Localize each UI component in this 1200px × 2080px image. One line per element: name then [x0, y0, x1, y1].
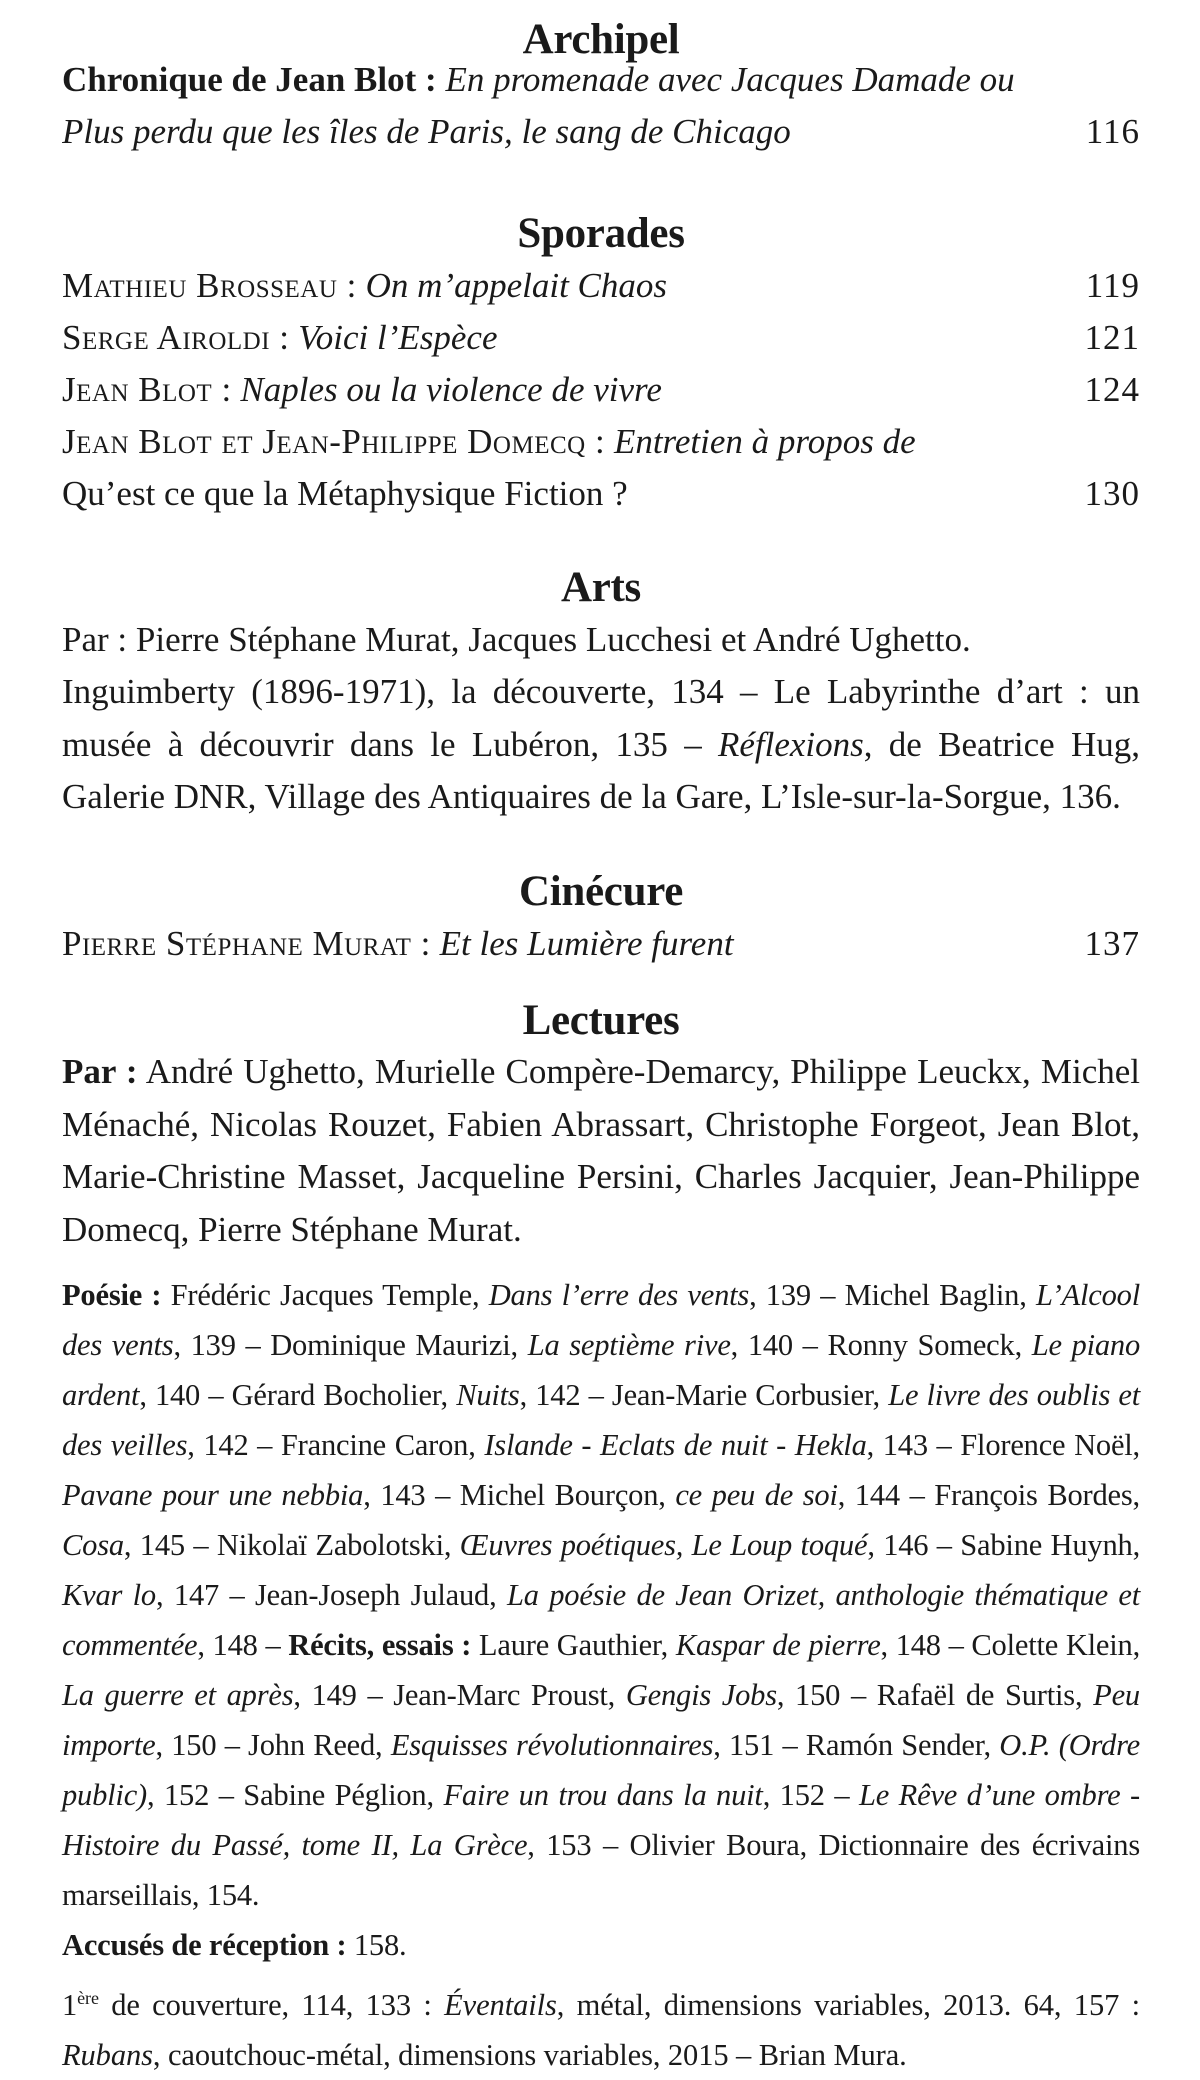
review-text: , 151 – Ramón Sender, [713, 1728, 1000, 1762]
review-text: , 142 – Jean-Marie Corbusier, [519, 1378, 889, 1412]
credits-text: de couverture, 114, 133 : [98, 1988, 445, 2022]
review-title: La guerre et après [62, 1678, 294, 1712]
review-title: Esquisses révolutionnaires [390, 1728, 714, 1762]
review-text: Laure Gauthier, [471, 1628, 676, 1662]
lectures-contributors [62, 1046, 1140, 1256]
par-label: Par : [62, 1052, 138, 1091]
sporades-entry [62, 260, 1140, 312]
review-text: , 152 – [762, 1778, 860, 1812]
credits-title: Rubans [62, 2038, 153, 2072]
review-title: Le livre des oublis et des veilles [62, 1378, 1140, 1462]
section-heading-sporades: Sporades [517, 210, 685, 257]
review-text: , 148 – Colette Klein, [880, 1628, 1141, 1662]
entry-author: Serge Airoldi : [62, 318, 290, 357]
review-title: O.P. (Ordre public) [62, 1728, 1140, 1812]
lectures-contributor-names: André Ughetto, Murielle Compère-Demarcy, Philippe Leuckx, Michel Ménaché, Nicolas Rouzet, Fabien Abrassart, Christophe Forgeot, Jean Blot, Marie-Christine Masset, Jacqueline Persini, Charles Jacquier, Jean-Philippe Domecq, Pierre Stéphane Murat. [62, 1052, 1140, 1249]
review-text: , 152 – Sabine Péglion, [147, 1778, 444, 1812]
review-title: Kaspar de pierre [675, 1628, 881, 1662]
review-text: , 147 – Jean-Joseph Julaud, [156, 1578, 507, 1612]
review-title: Le Rêve d’une ombre - Histoire du Passé, tome II, La Grèce [62, 1778, 1140, 1862]
review-text: , 148 – [197, 1628, 289, 1662]
review-text: , 149 – Jean-Marc Proust, [293, 1678, 626, 1712]
review-title: La septième rive [527, 1328, 731, 1362]
lectures-review-list [62, 1270, 1140, 1970]
review-text: Frédéric Jacques Temple, [161, 1278, 489, 1312]
review-text: , 139 – Dominique Maurizi, [173, 1328, 528, 1362]
arts-title: Réflexions [717, 724, 864, 764]
recits-label: Récits, essais : [288, 1628, 472, 1662]
entry-page: 130 [1084, 474, 1140, 513]
entry-page: 119 [1085, 266, 1140, 305]
arts-contents [62, 666, 1140, 824]
review-text: , 145 – Nikolaï Zabolotski, [123, 1528, 460, 1562]
sporades-entretien-line-2 [62, 468, 1140, 520]
entry-author: Mathieu Brosseau : [62, 266, 357, 305]
review-text: , 150 – John Reed, [155, 1728, 391, 1762]
review-text: , 144 – François Bordes, [837, 1478, 1140, 1512]
accuses-page: 158. [346, 1928, 407, 1962]
entry-title: Et les Lumière furent [439, 924, 734, 963]
review-title: Œuvres poétiques, Le Loup toqué [459, 1528, 868, 1562]
entry-page: 121 [1084, 318, 1140, 357]
review-title: Cosa [62, 1528, 124, 1562]
review-title: Pavane pour une nebbia [62, 1478, 364, 1512]
review-text: , 139 – Michel Baglin, [749, 1278, 1036, 1312]
entry-author: Jean Blot et Jean-Philippe Domecq : [62, 422, 606, 461]
arts-text: Inguimberty (1896-1971), la découverte, 134 – Le Labyrinthe d’art : un musée à découvrir dans le Lubéron, 135 – [62, 672, 1140, 764]
section-heading-archipel: Archipel [522, 16, 680, 63]
review-text: , 153 – Olivier Boura, Dictionnaire des écrivains marseillais, 154. [62, 1828, 1141, 1912]
archipel-title: En promenade avec Jacques Damade ou [445, 60, 1015, 99]
entry-page: 137 [1084, 924, 1140, 963]
review-text: , 143 – Florence Noël, [866, 1428, 1140, 1462]
entry-title-cont: Qu’est ce que la Métaphysique Fiction ? [62, 474, 628, 513]
accuses-label: Accusés de réception : [62, 1928, 347, 1962]
entry-title: Voici l’Espèce [298, 318, 498, 357]
entry-author: Pierre Stéphane Murat : [62, 924, 431, 963]
sporades-entry [62, 364, 1140, 416]
review-text: , 143 – Michel Bourçon, [363, 1478, 676, 1512]
review-title: ce peu de soi [675, 1478, 838, 1512]
entry-author: Jean Blot : [62, 370, 232, 409]
entry-title: Entretien à propos de [613, 422, 916, 461]
section-heading-arts: Arts [561, 564, 641, 611]
review-title: Peu importe [62, 1678, 1140, 1762]
archipel-entry-line-2 [62, 106, 1140, 158]
credits-text: , métal, dimensions variables, 2013. 64, 157 : [556, 1988, 1140, 2022]
review-title: Kvar lo [62, 1578, 156, 1612]
review-text: , 142 – Francine Caron, [187, 1428, 485, 1462]
credits-superscript: ère [77, 1987, 99, 2008]
sporades-list [62, 260, 1140, 520]
review-title: La poésie de Jean Orizet, anthologie thématique et commentée [62, 1578, 1140, 1662]
sporades-entretien-line-1 [62, 416, 1140, 468]
review-title: Gengis Jobs [625, 1678, 777, 1712]
section-heading-lectures: Lectures [522, 997, 680, 1044]
entry-title: Naples ou la violence de vivre [240, 370, 662, 409]
sporades-entry [62, 312, 1140, 364]
cover-credits [62, 1980, 1140, 2080]
credits-text: , caoutchouc-métal, dimensions variables, 2015 – Brian Mura. [152, 2038, 907, 2072]
section-heading-cinecure: Cinécure [519, 868, 683, 915]
credits-number: 1 [62, 1988, 78, 2022]
poesie-label: Poésie : [62, 1278, 162, 1312]
entry-title: On m’appelait Chaos [365, 266, 668, 305]
arts-text: , de Beatrice Hug, Galerie DNR, Village des Antiquaires de la Gare, L’Isle-sur-la-Sorgue, 136. [62, 724, 1140, 816]
review-text: , 140 – Ronny Someck, [730, 1328, 1032, 1362]
review-text: , 146 – Sabine Huynh, [867, 1528, 1140, 1562]
review-title: Faire un trou dans la nuit [443, 1778, 763, 1812]
review-title: Nuits [456, 1378, 520, 1412]
archipel-title-cont: Plus perdu que les îles de Paris, le sang de Chicago [62, 112, 791, 151]
archipel-entry-line-1 [62, 54, 1140, 106]
cinecure-entry [62, 918, 1140, 970]
archipel-author: Chronique de Jean Blot : [62, 60, 437, 99]
archipel-page: 116 [1085, 112, 1140, 151]
review-title: Le piano ardent [62, 1328, 1141, 1412]
entry-page: 124 [1084, 370, 1140, 409]
arts-contributors: Par : Pierre Stéphane Murat, Jacques Lucchesi et André Ughetto. [62, 620, 971, 659]
review-text: , 150 – Rafaël de Surtis, [776, 1678, 1094, 1712]
review-title: Islande - Eclats de nuit - Hekla [484, 1428, 867, 1462]
credits-title: Éventails [444, 1988, 557, 2022]
review-text: , 140 – Gérard Bocholier, [139, 1378, 457, 1412]
review-title: Dans l’erre des vents [488, 1278, 750, 1312]
review-title: L’Alcool des vents [62, 1278, 1140, 1362]
